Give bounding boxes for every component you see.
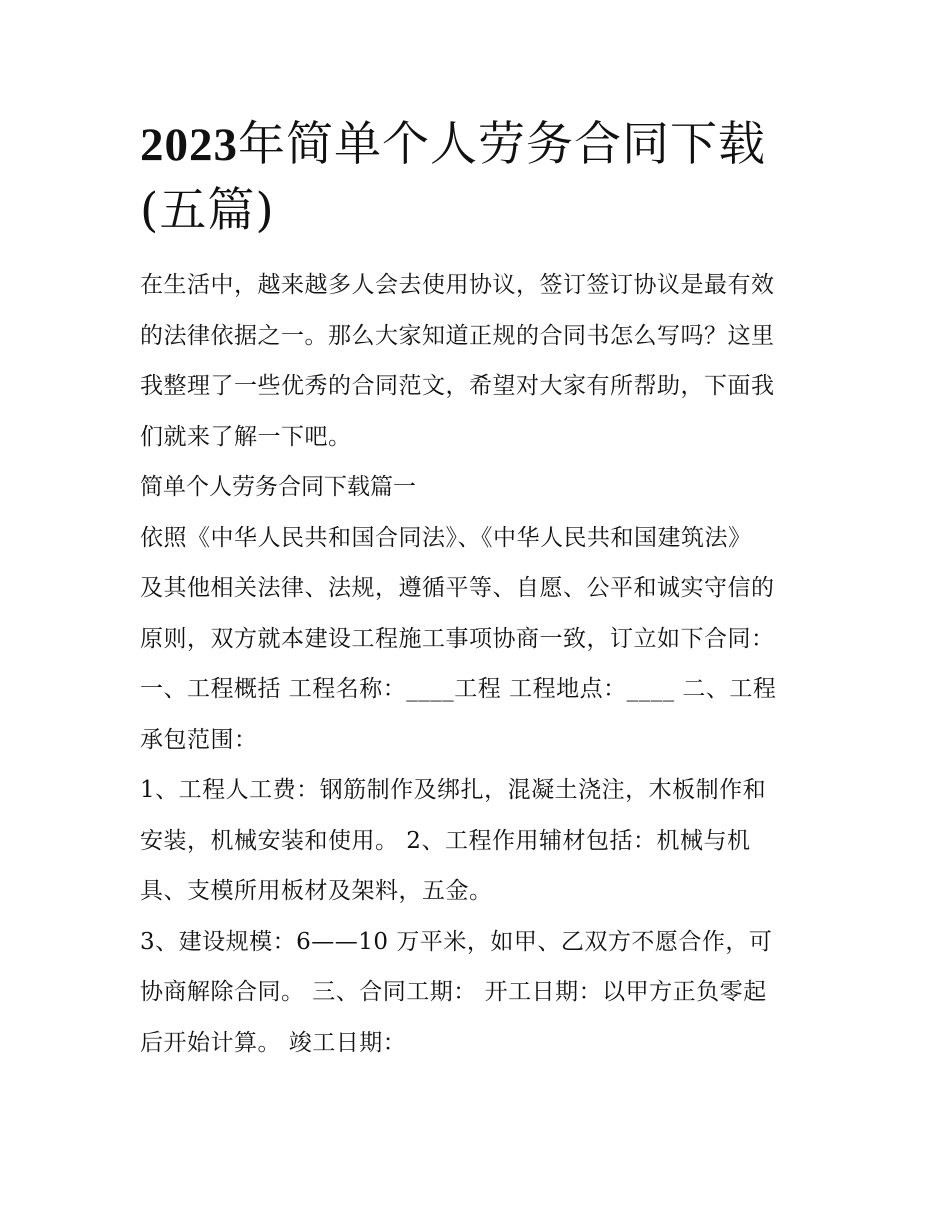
body-line: 1、工程人工费：钢筋制作及绑扎，混凝土浇注，木板制作和 <box>140 777 767 803</box>
contract-body <box>140 513 820 1069</box>
body-line: 协商解除合同。 三、合同工期： 开工日期：以甲方正负零起 <box>140 979 767 1005</box>
intro-line: 的法律依据之一。那么大家知道正规的合同书怎么写吗？这里 <box>140 322 775 349</box>
intro-paragraph <box>140 260 820 462</box>
body-line: 具、支模所用板材及架料，五金。 <box>140 878 493 904</box>
body-line: 安装，机械安装和使用。 2、工程作用辅材包括：机械与机 <box>140 827 751 854</box>
body-line: 依照《中华人民共和国合同法》、《中华人民共和国建筑法》 <box>140 524 752 551</box>
body-line: 及其他相关法律、法规，遵循平等、自愿、公平和诚实守信的 <box>140 575 775 601</box>
intro-line: 我整理了一些优秀的合同范文，希望对大家有所帮助，下面我 <box>140 373 775 399</box>
document-title <box>140 112 820 244</box>
intro-line: 们就来了解一下吧。 <box>140 423 352 450</box>
section-heading: 简单个人劳务合同下载篇一 <box>140 474 416 500</box>
title-text: 年简单个人劳务合同下载(五篇) <box>140 117 766 238</box>
body-line: 后开始计算。 竣工日期： <box>140 1029 407 1056</box>
intro-line: 在生活中，越来越多人会去使用协议，签订签订协议是最有效 <box>140 272 775 298</box>
body-line: 一、工程概括 工程名称：____工程 工程地点：____ 二、工程 <box>140 676 777 702</box>
body-line: 原则，双方就本建设工程施工事项协商一致，订立如下合同： <box>140 625 775 652</box>
document-page <box>140 112 820 1068</box>
body-line: 3、建设规模：6——10 万平米，如甲、乙双方不愿合作，可 <box>140 928 773 955</box>
title-year: 2023 <box>140 119 238 171</box>
body-line: 承包范围： <box>140 726 258 753</box>
